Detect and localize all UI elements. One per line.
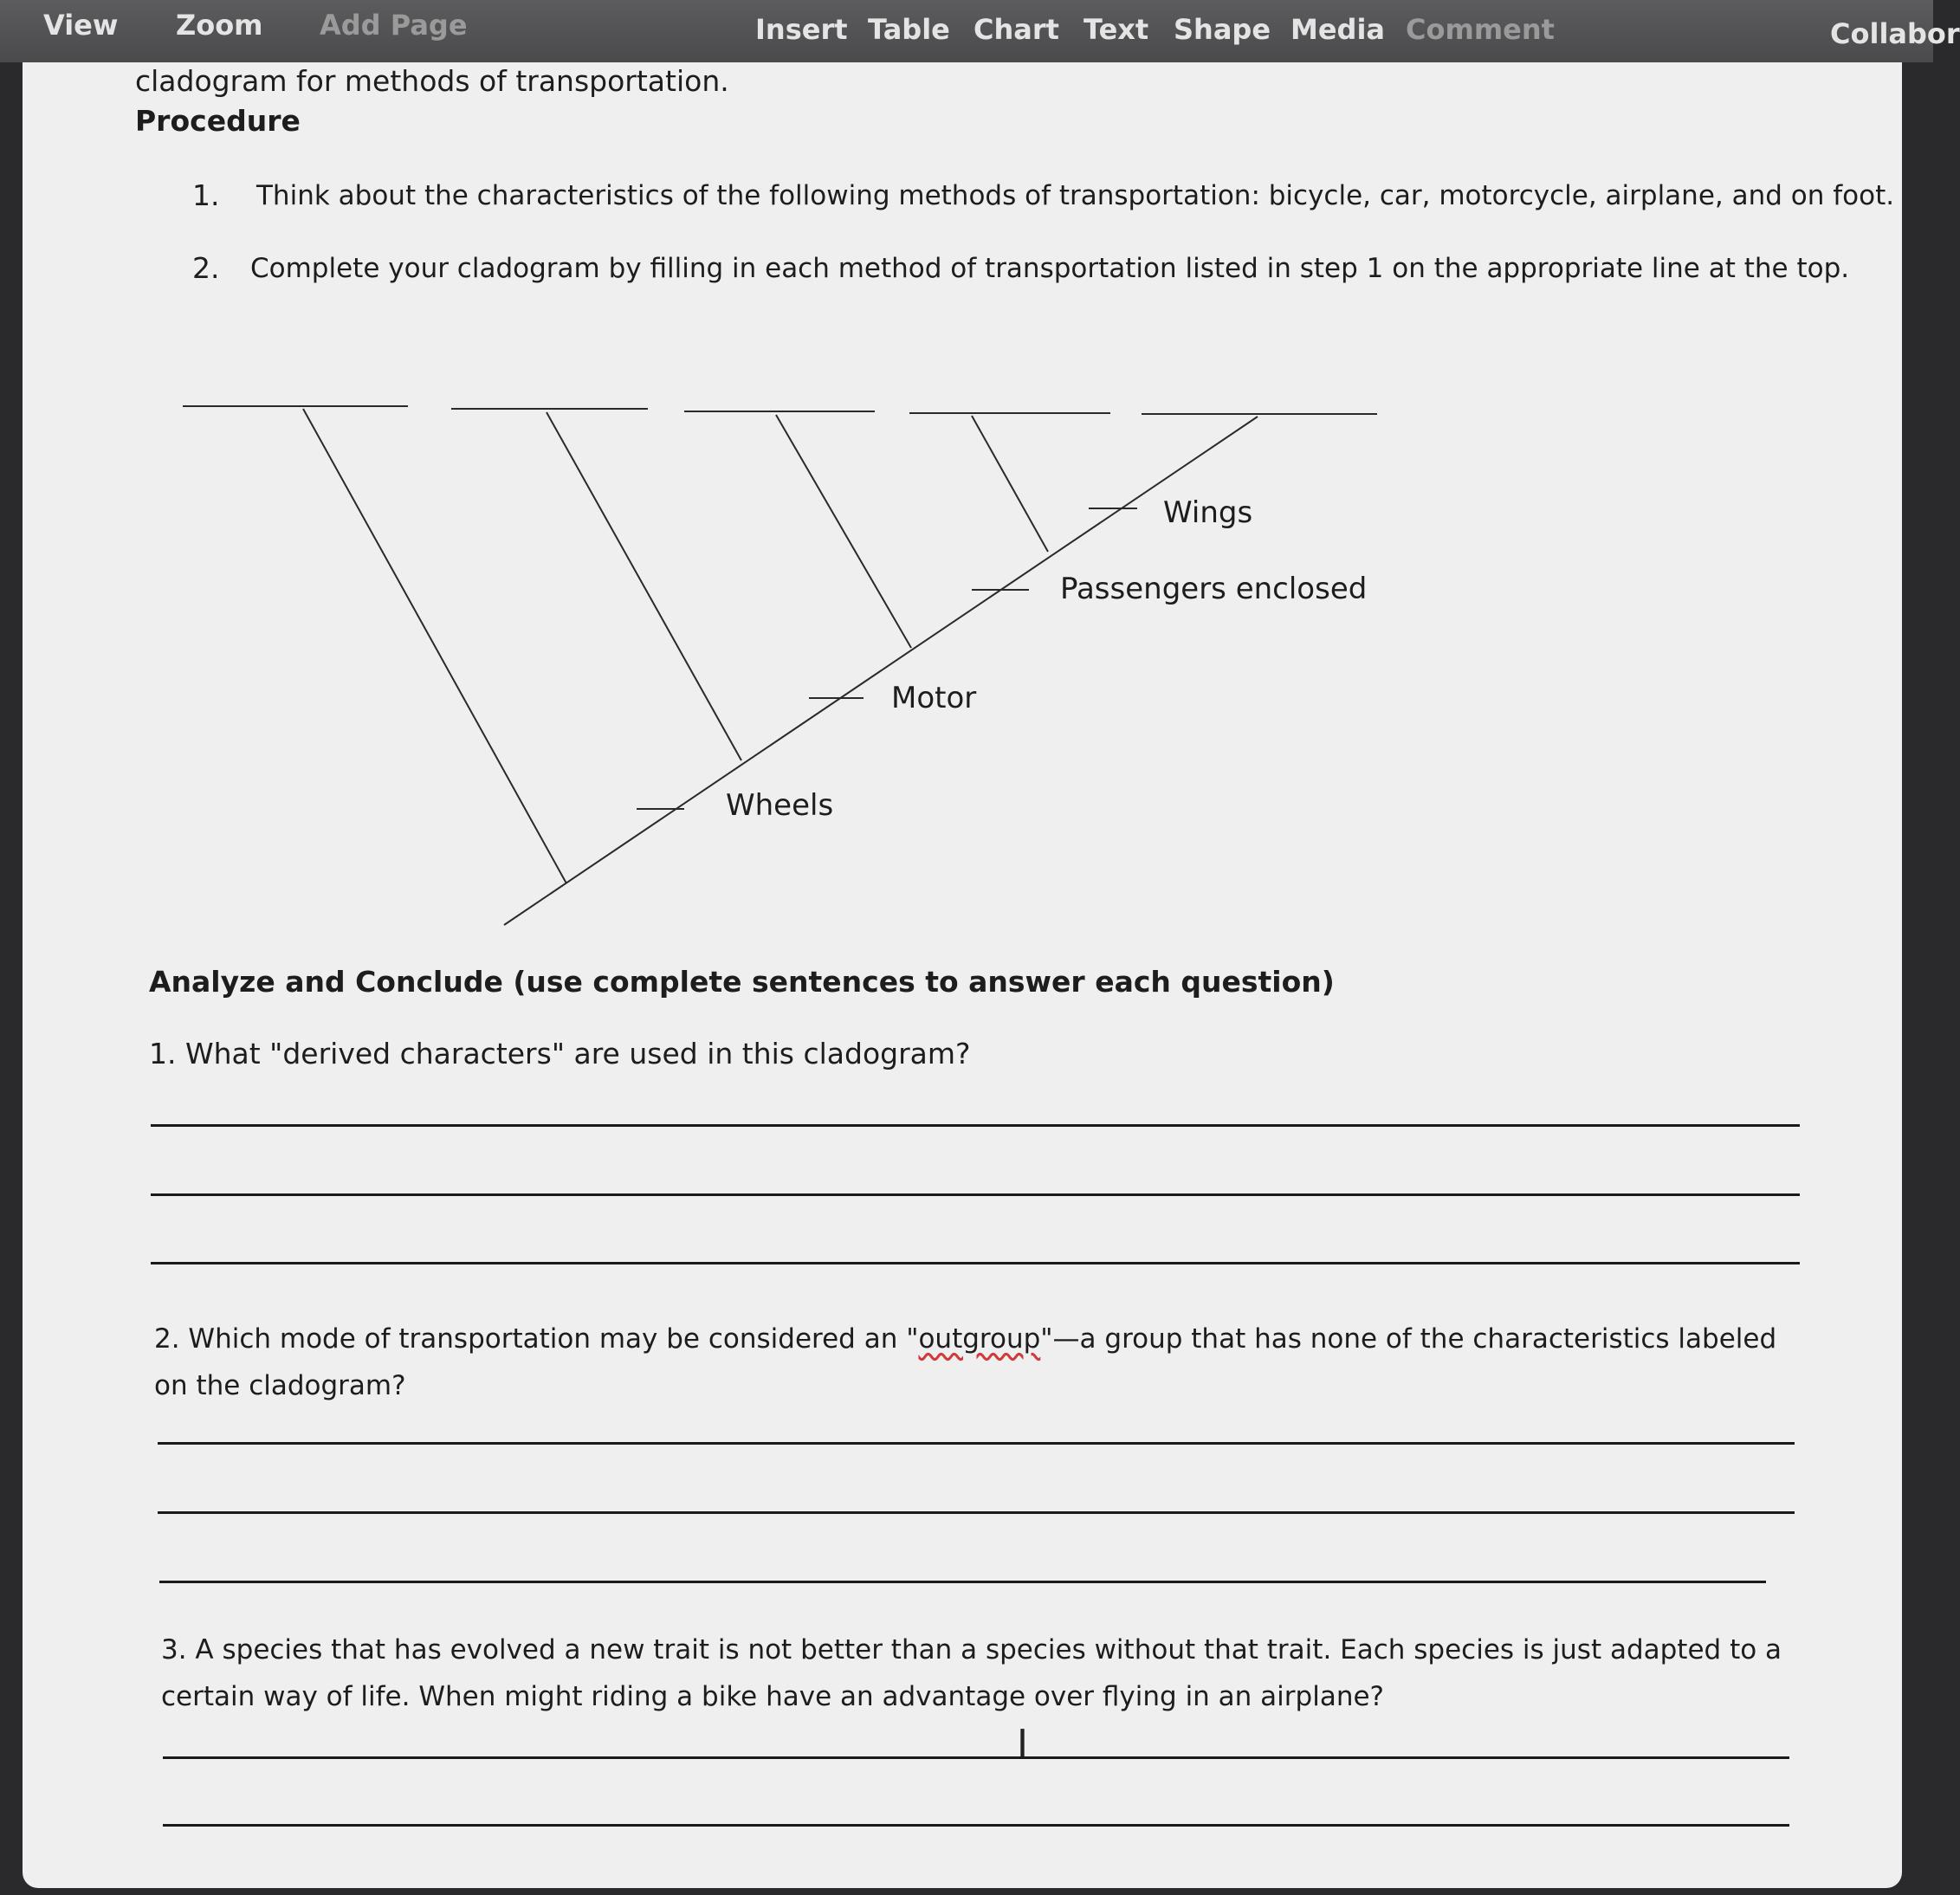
question-3-answer-line-2[interactable]	[163, 1824, 1789, 1827]
spellcheck-word-outgroup[interactable]: outgroup	[918, 1323, 1041, 1355]
branch-1	[303, 409, 566, 883]
trait-label-motor: Motor	[891, 681, 977, 715]
question-2-answer-line-3[interactable]	[159, 1581, 1766, 1583]
toolbar-comment-button[interactable]: Comment	[1406, 13, 1555, 46]
procedure-heading: Procedure	[135, 104, 301, 138]
toolbar-media-button[interactable]: Media	[1290, 13, 1386, 46]
question-3-answer-line-1[interactable]	[163, 1756, 1789, 1759]
branch-3	[776, 415, 911, 648]
trait-label-wings: Wings	[1163, 495, 1253, 530]
cladogram-main-branch	[504, 417, 1258, 925]
step-1-number: 1.	[192, 178, 220, 212]
step-2-number: 2.	[192, 251, 220, 285]
toolbar-text-button[interactable]: Text	[1083, 13, 1149, 46]
analyze-heading: Analyze and Conclude (use complete sentences to answer each question)	[149, 965, 1335, 999]
question-3-text: 3. A species that has evolved a new trait is not better than a species without that trait. Each species is just adapted to a certain way of life. When might riding a bike have an advantage over flying in an airplane?	[161, 1634, 1782, 1712]
toolbar-add-page-button[interactable]: Add Page	[320, 9, 468, 42]
question-2-answer-line-1[interactable]	[158, 1442, 1795, 1445]
toolbar-shape-button[interactable]: Shape	[1174, 13, 1271, 46]
trait-label-passengers-enclosed: Passengers enclosed	[1060, 572, 1368, 606]
toolbar-insert-button[interactable]: Insert	[755, 13, 848, 46]
question-2-text-after: "—a group that has none of the characteristics labeled on the cladogram?	[154, 1323, 1777, 1401]
text-cursor-icon: I	[1017, 1722, 1028, 1766]
toolbar-view-button[interactable]: View	[43, 9, 119, 42]
trait-label-wheels: Wheels	[726, 788, 834, 823]
question-1-answer-line-1[interactable]	[151, 1124, 1800, 1127]
question-2-text-before: 2. Which mode of transportation may be considered an "	[154, 1323, 919, 1355]
question-1-text: 1. What "derived characters" are used in this cladogram?	[149, 1037, 971, 1070]
step-1-text: Think about the characteristics of the following methods of transportation: bicycle, car, motorcycle, airplane, and on foot.	[256, 180, 1895, 211]
question-1-answer-line-3[interactable]	[151, 1262, 1800, 1264]
question-2-answer-line-2[interactable]	[158, 1511, 1795, 1514]
toolbar-table-button[interactable]: Table	[868, 13, 950, 46]
question-2-text	[154, 1316, 1791, 1409]
intro-line: cladogram for methods of transportation.	[135, 64, 729, 98]
toolbar-chart-button[interactable]: Chart	[974, 13, 1059, 46]
branch-4	[972, 416, 1048, 552]
branch-2	[547, 412, 741, 760]
toolbar-collaborate-button[interactable]: Collabor	[1830, 17, 1960, 50]
question-1-answer-line-2[interactable]	[151, 1193, 1800, 1196]
toolbar-zoom-button[interactable]: Zoom	[176, 9, 263, 42]
cladogram-diagram	[0, 0, 1933, 953]
step-2-text: Complete your cladogram by filling in each method of transportation listed in step 1 on the appropriate line at the top.	[250, 253, 1850, 284]
